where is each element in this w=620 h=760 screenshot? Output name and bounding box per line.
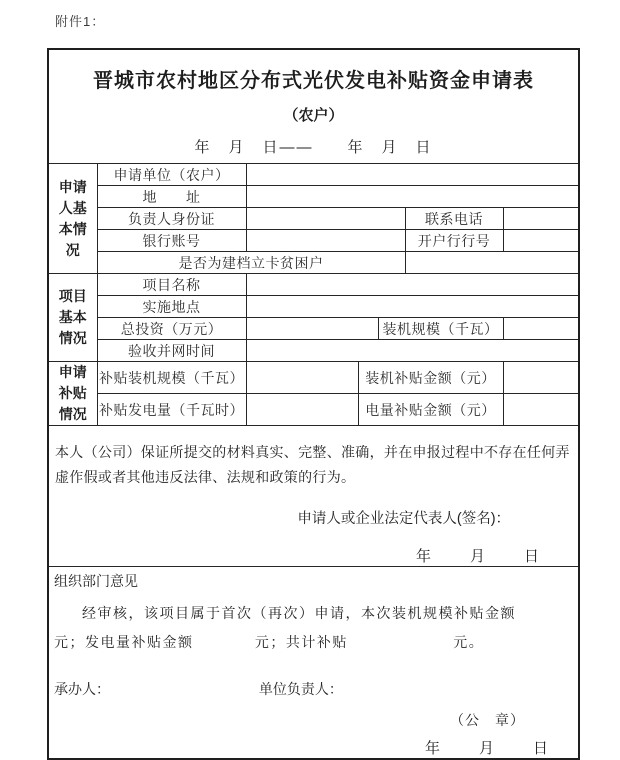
field-label-id-card: 负责人身份证 [97, 208, 246, 230]
field-label-project-name: 项目名称 [97, 274, 246, 296]
field-value-capacity-subsidy-amount [503, 362, 579, 394]
field-value-grid-connection-time [246, 340, 579, 362]
opinion-row [48, 567, 579, 760]
field-label-installed-capacity: 装机规模（千瓦） [378, 318, 503, 340]
applicant-section-label: 申请人基本情况 [48, 164, 97, 274]
field-value-generation-subsidy-amount [503, 394, 579, 426]
table-row [48, 186, 579, 208]
table-row [48, 296, 579, 318]
field-label-subsidy-generation: 补贴发电量（千瓦时） [97, 394, 246, 426]
subsidy-section-label: 申请补贴情况 [48, 362, 97, 426]
table-row [48, 362, 579, 394]
field-label-grid-connection-time: 验收并网时间 [97, 340, 246, 362]
project-section-label: 项目基本情况 [48, 274, 97, 362]
field-label-bank-branch-no: 开户行行号 [405, 230, 503, 252]
field-value-project-name [246, 274, 579, 296]
field-label-capacity-subsidy-amount: 装机补贴金额（元） [358, 362, 503, 394]
opinion-cell [48, 567, 579, 760]
field-value-applicant-unit [246, 164, 579, 186]
field-value-subsidy-capacity [246, 362, 358, 394]
opinion-amount-part1: 元；发电量补贴金额 [54, 634, 194, 650]
field-value-bank-account [246, 230, 405, 252]
field-value-implementation-site [246, 296, 579, 318]
field-label-address: 地 址 [97, 186, 246, 208]
field-label-implementation-site: 实施地点 [97, 296, 246, 318]
declaration-date-line: 年 月 日 [416, 548, 543, 565]
declaration-text: 本人（公司）保证所提交的材料真实、完整、准确，并在申报过程中不存在任何弄虚作假或者其他违反法律、法规和政策的行为。 [55, 444, 570, 485]
field-label-phone: 联系电话 [405, 208, 503, 230]
declaration-cell [48, 426, 579, 567]
field-label-generation-subsidy-amount: 电量补贴金额（元） [358, 394, 503, 426]
table-row [48, 274, 579, 296]
opinion-amount-part3: 元。 [453, 634, 485, 650]
field-label-subsidy-capacity: 补贴装机规模（千瓦） [97, 362, 246, 394]
opinion-signers-line [54, 679, 573, 699]
unit-head-label: 单位负责人： [258, 681, 343, 697]
field-value-id-card [246, 208, 405, 230]
table-row [48, 164, 579, 186]
table-row [48, 394, 579, 426]
opinion-heading: 组织部门意见 [54, 573, 138, 589]
field-value-phone [503, 208, 579, 230]
field-label-applicant-unit: 申请单位（农户） [97, 164, 246, 186]
table-row [48, 252, 579, 274]
opinion-date-line: 年 月 日 [425, 740, 552, 757]
title-row [48, 49, 579, 164]
field-value-installed-capacity [503, 318, 579, 340]
field-value-total-investment [246, 318, 378, 340]
opinion-review-line: 经审核，该项目属于首次（再次）申请，本次装机规模补贴金额 [82, 605, 516, 621]
field-value-address [246, 186, 579, 208]
form-subtitle: （农户） [283, 107, 344, 124]
table-row [48, 230, 579, 252]
form-header [48, 49, 579, 164]
form-date-range: 年 月 日—— 年 月 日 [194, 139, 433, 156]
table-row [48, 318, 579, 340]
signature-label: 申请人或企业法定代表人(签名)： [297, 511, 511, 527]
field-label-bank-account: 银行账号 [97, 230, 246, 252]
table-row [48, 208, 579, 230]
attachment-label: 附件1： [55, 14, 106, 29]
field-label-poverty-registered: 是否为建档立卡贫困户 [97, 252, 405, 274]
form-title: 晋城市农村地区分布式光伏发电补贴资金申请表 [93, 70, 535, 92]
opinion-amount-part2: 元；共计补贴 [254, 634, 348, 650]
field-value-bank-branch-no [503, 230, 579, 252]
field-value-poverty-registered [405, 252, 579, 274]
table-row [48, 340, 579, 362]
field-value-subsidy-generation [246, 394, 358, 426]
official-seal-label: （公 章） [450, 712, 526, 728]
declaration-row [48, 426, 579, 567]
field-label-total-investment: 总投资（万元） [97, 318, 246, 340]
application-form-table [47, 48, 580, 760]
undertaker-label: 承办人： [54, 681, 110, 697]
opinion-amount-line [54, 632, 573, 652]
